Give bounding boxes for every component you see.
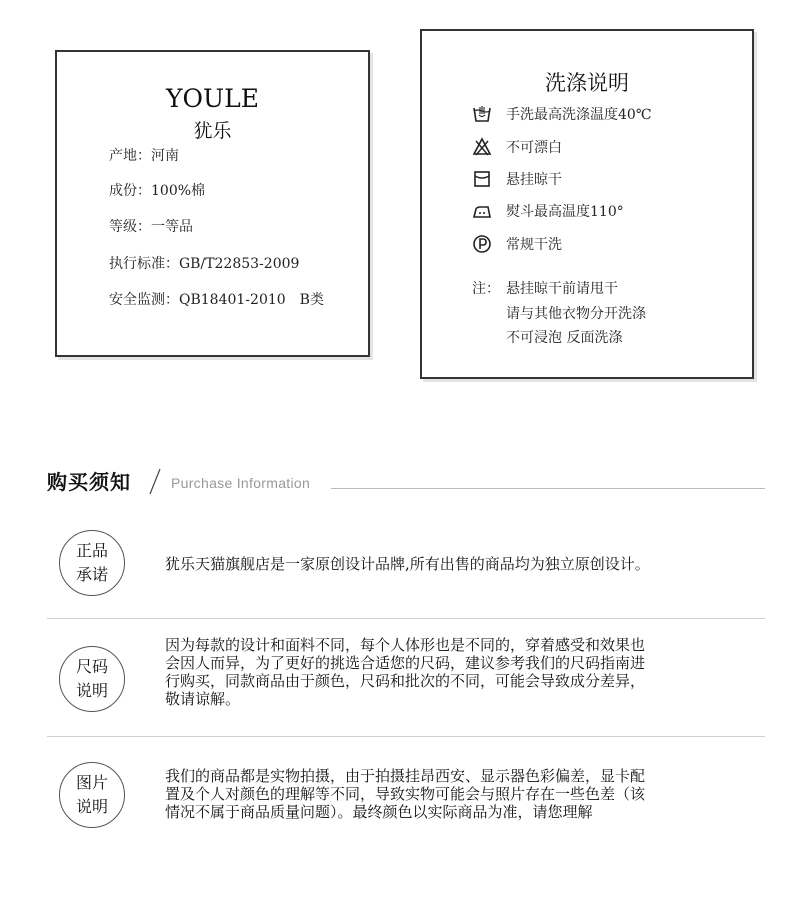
text-line: 会因人而异，为了更好的挑选合适您的尺码，建议参考我们的尺码指南进 <box>165 654 646 672</box>
grade-line: 等级：一等品 <box>109 219 193 235</box>
care-item <box>472 233 562 255</box>
text-line: 情况不属于商品质量问题）。最终颜色以实际商品为准，请您理解 <box>165 803 593 821</box>
text-line: 置及个人对颜色的理解等不同，导致实物可能会与照片存在一些色差（该 <box>165 785 646 803</box>
purchase-info-header <box>47 466 765 496</box>
text-line: 因为每款的设计和面料不同，每个人体形也是不同的，穿着感受和效果也 <box>165 636 646 654</box>
divider <box>47 736 765 737</box>
block-text <box>165 767 755 821</box>
text-line: 我们的商品都是实物拍摄，由于拍摄挂昂西安、显示器色彩偏差，显卡配 <box>165 767 646 785</box>
block-text <box>165 555 755 573</box>
note-line: 请与其他衣物分开洗涤 <box>506 306 646 322</box>
care-label <box>420 29 754 379</box>
hand-wash-icon <box>472 104 492 124</box>
care-item-text: 熨斗最高温度110° <box>506 204 624 220</box>
badge-circle <box>59 530 125 596</box>
badge-text: 正品 <box>75 541 108 560</box>
composition-line: 成份：100%棉 <box>109 183 206 199</box>
brand-name-en: YOULE <box>166 84 259 113</box>
note-prefix: 注： <box>472 281 500 297</box>
care-item-text: 悬挂晾干 <box>506 172 562 188</box>
text-line: 犹乐天猫旗舰店是一家原创设计品牌,所有出售的商品均为独立原创设计。 <box>165 555 650 573</box>
divider <box>47 618 765 619</box>
photo-notice-block <box>47 750 765 850</box>
note-line: 不可浸泡 反面洗涤 <box>506 330 623 346</box>
block-text <box>165 636 755 708</box>
hang-dry-icon <box>472 169 492 189</box>
authentic-guarantee-block <box>47 522 765 612</box>
badge-text: 说明 <box>75 681 108 700</box>
note-line: 悬挂晾干前请甩干 <box>506 281 618 297</box>
no-bleach-icon <box>472 137 492 157</box>
product-label <box>55 50 370 357</box>
care-item-text: 不可漂白 <box>506 140 562 156</box>
standard-line: 执行标准：GB/T22853-2009 <box>109 256 300 272</box>
badge-circle <box>59 762 125 828</box>
section-rule <box>331 488 765 489</box>
care-item <box>472 168 562 190</box>
text-line: 敬请谅解。 <box>165 690 241 708</box>
care-item <box>472 200 624 222</box>
badge-text: 尺码 <box>75 657 108 676</box>
brand-name-cn: 犹乐 <box>193 120 232 142</box>
care-item <box>472 136 562 158</box>
origin-line: 产地：河南 <box>109 148 179 164</box>
badge-text: 说明 <box>75 797 108 816</box>
care-item <box>472 103 651 125</box>
size-guide-block <box>47 630 765 730</box>
care-title: 洗涤说明 <box>545 71 629 95</box>
care-item-text: 手洗最高洗涤温度40℃ <box>506 107 652 123</box>
iron-icon <box>472 201 492 221</box>
slash-divider-icon <box>147 466 163 496</box>
safety-line: 安全监测：QB18401-2010 B类 <box>109 292 324 308</box>
care-item-text: 常规干洗 <box>506 237 562 253</box>
badge-text: 承诺 <box>75 565 108 584</box>
badge-text: 图片 <box>75 773 108 792</box>
badge-circle <box>59 646 125 712</box>
section-title-cn: 购买须知 <box>47 470 131 494</box>
text-line: 行购买，同款商品由于颜色，尺码和批次的不同，可能会导致成分差异， <box>165 672 646 690</box>
section-title-en: Purchase Information <box>171 475 311 491</box>
dry-clean-p-icon <box>472 234 492 254</box>
